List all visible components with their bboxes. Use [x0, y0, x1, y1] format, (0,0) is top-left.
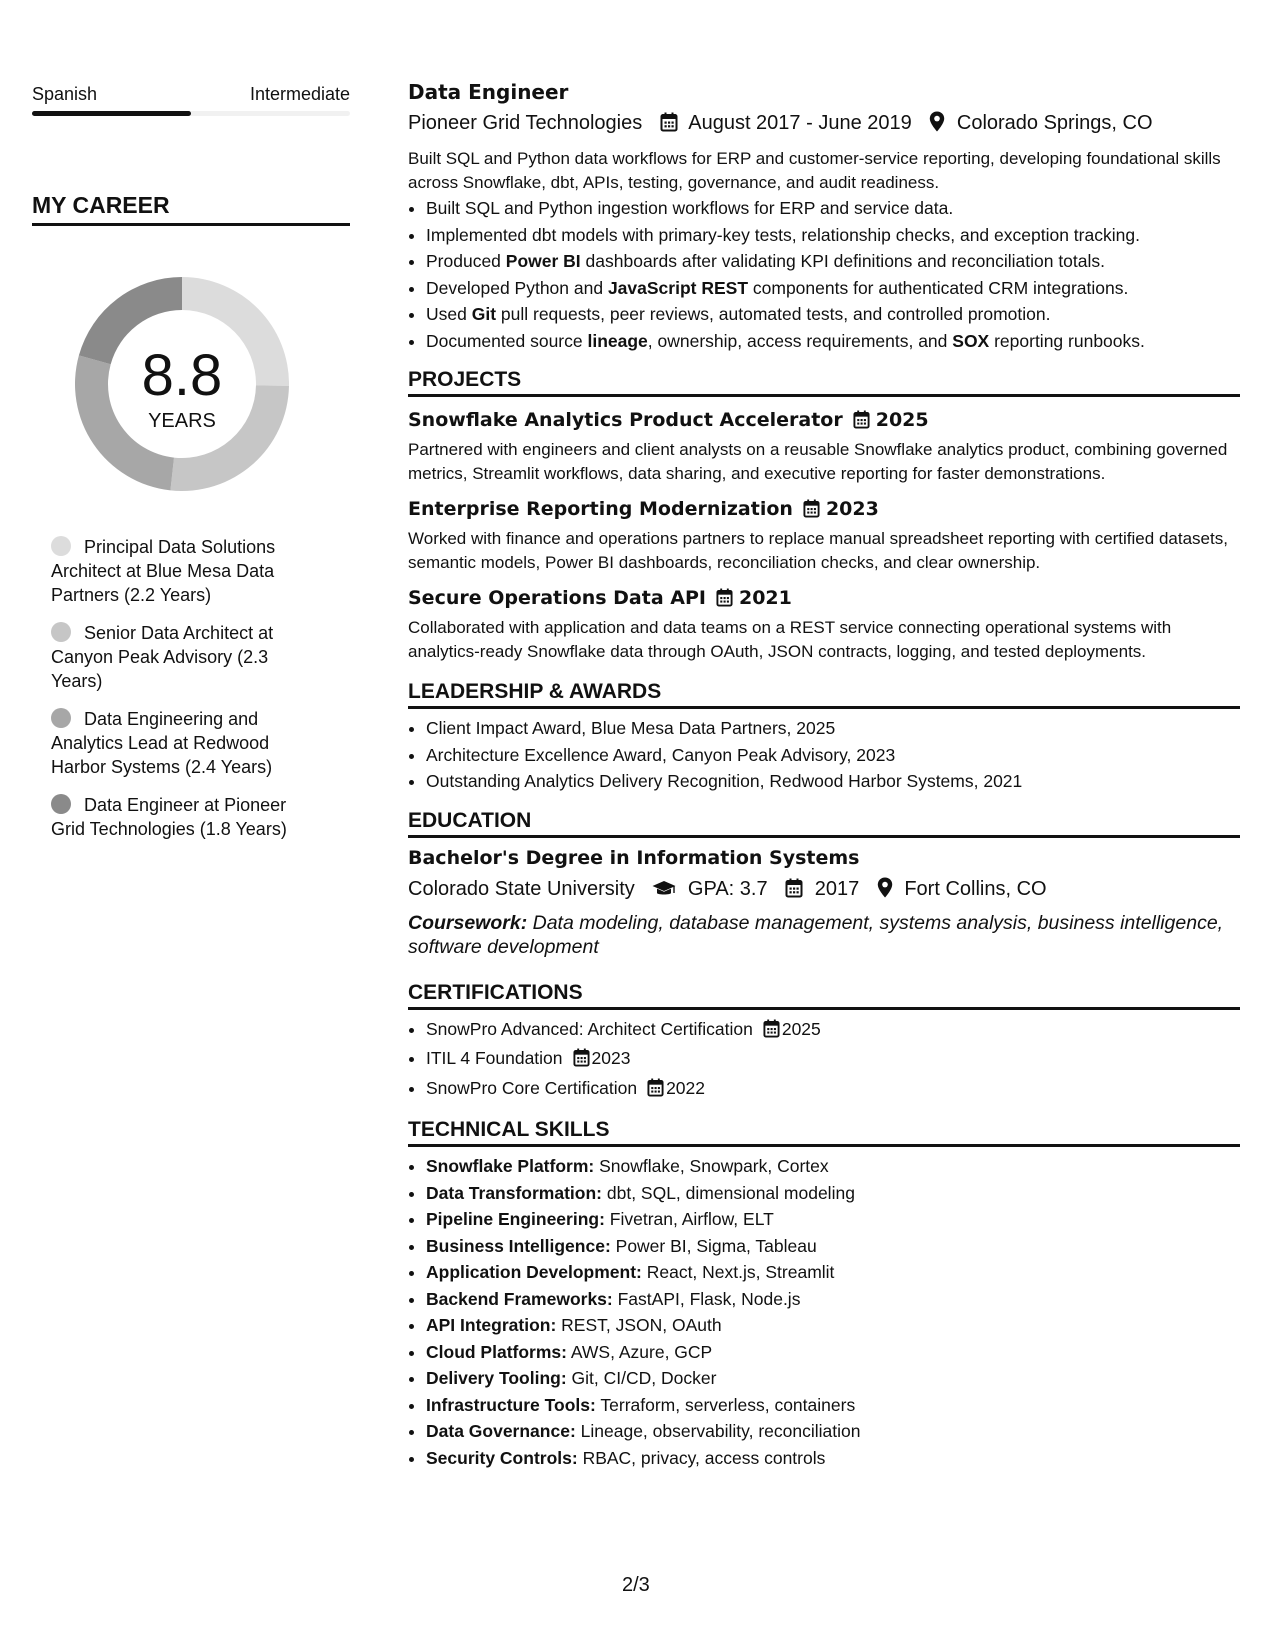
skill-values: Terraform, serverless, containers: [595, 1394, 856, 1415]
projects-list: [408, 405, 1240, 664]
certification-item: [426, 1016, 1240, 1046]
certification-name: ITIL 4 Foundation: [426, 1048, 563, 1068]
main-column: [408, 78, 1240, 1471]
total-years-unit: YEARS: [148, 410, 216, 432]
language-name: Spanish: [32, 84, 98, 104]
job-company: Pioneer Grid Technologies: [408, 112, 643, 134]
career-legend-label: Data Engineer at Pioneer Grid Technologies (1.8 Years): [51, 795, 287, 839]
career-legend-label: Senior Data Architect at Canyon Peak Advisory (2.3 Years): [51, 623, 274, 691]
project-title: Enterprise Reporting Modernization: [408, 498, 793, 520]
map-pin-icon: [877, 877, 893, 907]
skill-item: [426, 1180, 1240, 1207]
skill-item: [426, 1233, 1240, 1260]
leadership-heading: LEADERSHIP & AWARDS: [408, 680, 1240, 709]
career-donut-chart: [66, 268, 298, 500]
calendar-icon: [853, 408, 870, 438]
skill-category: Snowflake Platform:: [426, 1156, 595, 1176]
projects-heading: PROJECTS: [408, 368, 1240, 397]
certification-year: 2023: [591, 1048, 631, 1068]
calendar-icon: [573, 1048, 590, 1075]
education-heading: EDUCATION: [408, 809, 1240, 838]
skill-values: Git, CI/CD, Docker: [566, 1368, 717, 1388]
job-bullet: [426, 328, 1240, 355]
skill-category: Delivery Tooling:: [426, 1368, 567, 1388]
skill-item: [426, 1445, 1240, 1472]
project-description: Worked with finance and operations partners to replace manual spreadsheet reporting with certified datasets, semantic models, Power BI dashboards, reconciliation checks, and clear ownership.: [408, 529, 1228, 572]
skill-category: Application Development:: [426, 1262, 642, 1282]
skills-heading: TECHNICAL SKILLS: [408, 1118, 1240, 1147]
project-title-row: [408, 494, 1240, 527]
job-bullet: [426, 275, 1240, 302]
job-bullets: [408, 195, 1240, 354]
award-item: • Client Impact Award, Blue Mesa Data Partners, 2025: [426, 715, 1240, 742]
certification-name: SnowPro Core Certification: [426, 1077, 638, 1098]
education-meta: [408, 874, 1240, 907]
page-number: 2/3: [622, 1574, 650, 1596]
career-legend-item: [51, 535, 313, 607]
job-entry: [408, 78, 1240, 354]
career-legend-dot: [51, 536, 71, 556]
project-year: 2021: [738, 587, 792, 609]
certification-year: 2025: [781, 1018, 821, 1039]
skill-values: REST, JSON, OAuth: [556, 1315, 722, 1335]
skill-item: [426, 1286, 1240, 1313]
skill-category: Data Transformation:: [426, 1182, 602, 1203]
career-legend: [51, 535, 313, 841]
job-bullet-text: Built SQL and Python ingestion workflows for ERP and service data.: [426, 198, 954, 218]
skill-values: Snowflake, Snowpark, Cortex: [594, 1156, 829, 1176]
skill-category: Infrastructure Tools:: [426, 1394, 596, 1415]
project-item: [408, 583, 1240, 664]
job-bullet: [426, 248, 1240, 275]
project-title: Snowflake Analytics Product Accelerator: [408, 409, 843, 431]
job-bullet-text: components for authenticated CRM integrations.: [748, 277, 1129, 298]
project-item: [408, 494, 1240, 575]
education-coursework: [408, 911, 1240, 959]
job-bullet-text: pull requests, peer reviews, automated tests, and controlled promotion.: [496, 304, 1051, 324]
skill-item: [426, 1339, 1240, 1366]
calendar-icon: [660, 111, 678, 141]
project-description: Collaborated with application and data teams on a REST service connecting operational systems with analytics-ready Snowflake data through OAuth, JSON contracts, logging, and tested deployments.: [408, 618, 1172, 661]
project-title-row: [408, 583, 1240, 616]
job-bullet-keyword: Git: [471, 304, 497, 324]
calendar-icon: [763, 1019, 780, 1046]
map-pin-icon: [929, 111, 945, 141]
career-heading: MY CAREER: [32, 192, 350, 226]
skill-item: [426, 1365, 1240, 1392]
skill-category: API Integration:: [426, 1315, 557, 1335]
job-dates: August 2017 - June 2019: [688, 112, 912, 134]
calendar-icon: [716, 586, 733, 616]
skill-category: Data Governance:: [426, 1421, 576, 1441]
career-legend-item: [51, 621, 313, 693]
language-proficiency-bar: [32, 111, 350, 116]
project-description: Partnered with engineers and client analysts on a reusable Snowflake analytics product, combining governed metrics, Streamlit workflows, data sharing, and executive reporting for faster demonstrations.: [408, 440, 1228, 483]
certification-item: [426, 1045, 1240, 1075]
skill-values: Lineage, observability, reconciliation: [575, 1421, 861, 1441]
skill-item: [426, 1312, 1240, 1339]
skill-values: Fivetran, Airflow, ELT: [604, 1209, 774, 1229]
job-bullet-text: , ownership, access requirements, and: [647, 330, 953, 351]
project-year: 2023: [825, 498, 879, 520]
job-summary: Built SQL and Python data workflows for ERP and customer-service reporting, developing foundational skills across Snowflake, dbt, APIs, testing, governance, and audit readiness.: [408, 149, 1221, 192]
career-legend-label: Principal Data Solutions Architect at Blue Mesa Data Partners (2.2 Years): [51, 537, 276, 605]
job-bullet-text: Produced: [426, 251, 506, 271]
graduation-cap-icon: [652, 877, 676, 907]
job-bullet-text: Developed Python and: [426, 277, 608, 298]
career-legend-dot: [51, 708, 71, 728]
job-meta: [408, 108, 1240, 141]
skill-values: dbt, SQL, dimensional modeling: [602, 1182, 855, 1203]
job-bullet-text: Documented source: [426, 330, 588, 351]
education-location: Fort Collins, CO: [904, 877, 1047, 900]
skill-values: AWS, Azure, GCP: [566, 1341, 713, 1362]
skill-item: [426, 1153, 1240, 1180]
skill-category: Business Intelligence:: [426, 1235, 611, 1256]
project-title: Secure Operations Data API: [408, 587, 706, 609]
skill-item: [426, 1259, 1240, 1286]
skill-category: Cloud Platforms:: [426, 1341, 567, 1362]
job-bullet-keyword: Power BI: [505, 251, 581, 271]
calendar-icon: [803, 497, 820, 527]
award-item: • Outstanding Analytics Delivery Recognition, Redwood Harbor Systems, 2021: [426, 768, 1240, 795]
education-year: 2017: [814, 877, 860, 900]
job-bullet-text: reporting runbooks.: [989, 330, 1145, 351]
language-level: Intermediate: [249, 84, 350, 104]
sidebar: [32, 78, 350, 855]
skill-item: [426, 1418, 1240, 1445]
skill-values: React, Next.js, Streamlit: [641, 1262, 835, 1282]
skill-item: [426, 1206, 1240, 1233]
certifications-heading: CERTIFICATIONS: [408, 981, 1240, 1010]
career-legend-dot: [51, 622, 71, 642]
education-degree: Bachelor's Degree in Information Systems: [408, 846, 860, 869]
job-bullet: [426, 222, 1240, 249]
donut-center: [66, 268, 298, 500]
career-legend-item: [51, 707, 313, 779]
job-title: Data Engineer: [408, 80, 569, 104]
career-legend-label: Data Engineering and Analytics Lead at Redwood Harbor Systems (2.4 Years): [51, 709, 273, 777]
calendar-icon: [785, 877, 803, 907]
skill-item: [426, 1392, 1240, 1419]
award-item: • Architecture Excellence Award, Canyon Peak Advisory, 2023: [426, 742, 1240, 769]
job-location: Colorado Springs, CO: [956, 112, 1153, 134]
coursework-text: Data modeling, database management, systems analysis, business intelligence, software development: [408, 911, 1224, 958]
job-bullet-keyword: lineage: [587, 330, 648, 351]
career-legend-item: [51, 793, 313, 841]
skill-category: Backend Frameworks:: [426, 1288, 613, 1309]
job-bullet-keyword: SOX: [952, 330, 990, 351]
education-school: Colorado State University: [408, 877, 635, 900]
certification-year: 2022: [666, 1077, 705, 1098]
skill-values: FastAPI, Flask, Node.js: [612, 1288, 801, 1309]
project-year: 2025: [875, 409, 929, 431]
project-item: [408, 405, 1240, 486]
job-bullet-text: Used: [426, 304, 472, 324]
coursework-label: Coursework:: [408, 911, 528, 934]
job-bullet-keyword: JavaScript REST: [607, 277, 749, 298]
job-bullet-text: dashboards after validating KPI definitions and reconciliation totals.: [580, 251, 1106, 271]
career-legend-dot: [51, 794, 71, 814]
job-bullet-text: Implemented dbt models with primary-key tests, relationship checks, and exception tracking.: [426, 224, 1140, 245]
total-years-value: 8.8: [141, 343, 223, 408]
skill-values: RBAC, privacy, access controls: [577, 1447, 826, 1468]
language-proficiency-fill: [32, 111, 191, 116]
language-row: [32, 78, 350, 110]
project-title-row: [408, 405, 1240, 438]
job-bullet: [426, 195, 1240, 222]
certifications-list: [408, 1016, 1240, 1105]
certification-name: SnowPro Advanced: Architect Certification: [426, 1018, 753, 1039]
job-bullet: [426, 301, 1240, 328]
skill-category: Security Controls:: [426, 1447, 578, 1468]
certification-item: [426, 1075, 1240, 1105]
education-gpa: GPA: 3.7: [687, 877, 768, 900]
calendar-icon: [647, 1078, 664, 1105]
leadership-list: [408, 715, 1240, 795]
skill-values: Power BI, Sigma, Tableau: [610, 1235, 817, 1256]
skill-category: Pipeline Engineering:: [426, 1209, 605, 1229]
skills-list: [408, 1153, 1240, 1471]
